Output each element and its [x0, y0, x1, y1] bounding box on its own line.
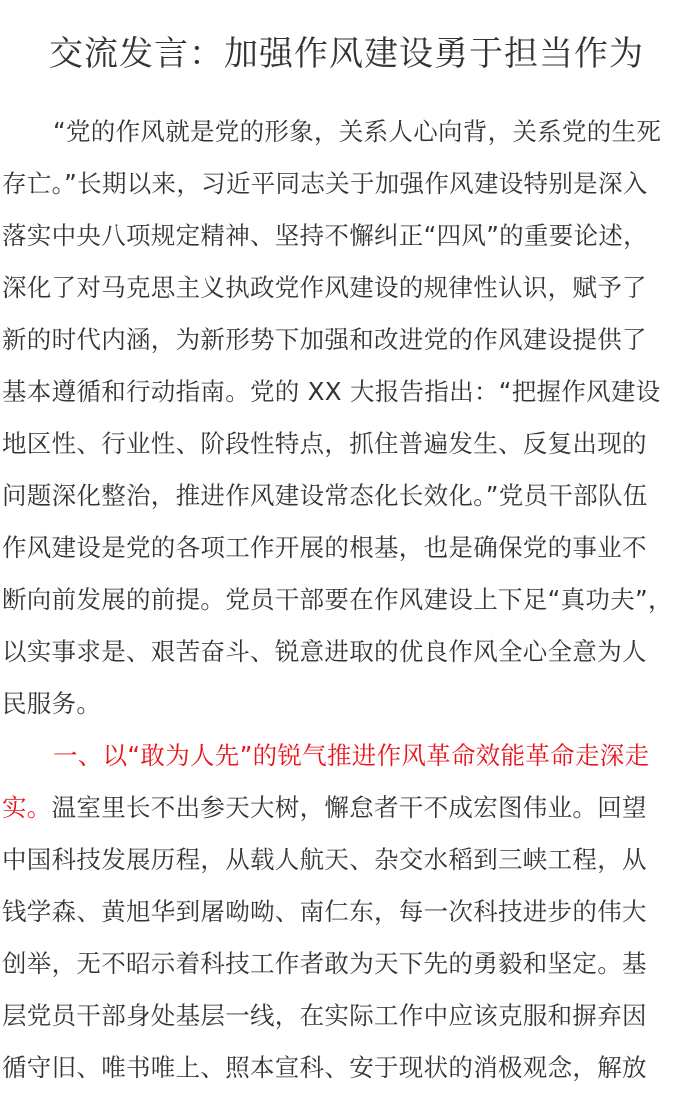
text-line: 作风建设是党的各项工作开展的根基，也是确保党的事业不 [2, 533, 647, 562]
text-line: 存亡。”长期以来，习近平同志关于加强作风建设特别是深入 [2, 169, 648, 198]
text-line: 以实事求是、艰苦奋斗、锐意进取的优良作风全心全意为人 [2, 637, 647, 666]
text-line: 落实中央八项规定精神、坚持不懈纠正“四风”的重要论述， [2, 221, 648, 250]
document-body [2, 106, 692, 1094]
text-line: 问题深化整治，推进作风建设常态化长效化。”党员干部队伍 [2, 481, 648, 510]
text-line: “党的作风就是党的形象，关系人心向背，关系党的生死 [53, 117, 662, 146]
text-line: 断向前发展的前提。党员干部要在作风建设上下足“真功夫”， [2, 585, 673, 614]
section-heading-end: 实。 [2, 793, 52, 822]
text-segment: 温室里长不出参天大树，懈怠者干不成宏图伟业。回望 [51, 793, 647, 822]
text-line: 层党员干部身处基层一线，在实际工作中应该克服和摒弃因 [2, 1001, 647, 1030]
text-line: 创举，无不昭示着科技工作者敢为天下先的勇毅和坚定。基 [2, 949, 647, 978]
text-line: 民服务。 [2, 689, 102, 718]
text-line: 新的时代内涵，为新形势下加强和改进党的作风建设提供了 [2, 325, 647, 354]
section-heading: 一、以“敢为人先”的锐气推进作风革命效能革命走深走 [53, 741, 650, 770]
text-line: 中国科技发展历程，从载人航天、杂交水稻到三峡工程，从 [2, 845, 647, 874]
text-line: 地区性、行业性、阶段性特点，抓住普遍发生、反复出现的 [2, 429, 647, 458]
text-line: 钱学森、黄旭华到屠呦呦、南仁东，每一次科技进步的伟大 [2, 897, 647, 926]
page-title: 交流发言：加强作风建设勇于担当作为 [49, 34, 644, 74]
text-line: 基本遵循和行动指南。党的 XX 大报告指出：“把握作风建设 [2, 377, 661, 406]
text-line: 深化了对马克思主义执政党作风建设的规律性认识，赋予了 [2, 273, 647, 302]
text-line: 循守旧、唯书唯上、照本宣科、安于现状的消极观念，解放 [2, 1053, 647, 1082]
text-line [2, 782, 692, 834]
